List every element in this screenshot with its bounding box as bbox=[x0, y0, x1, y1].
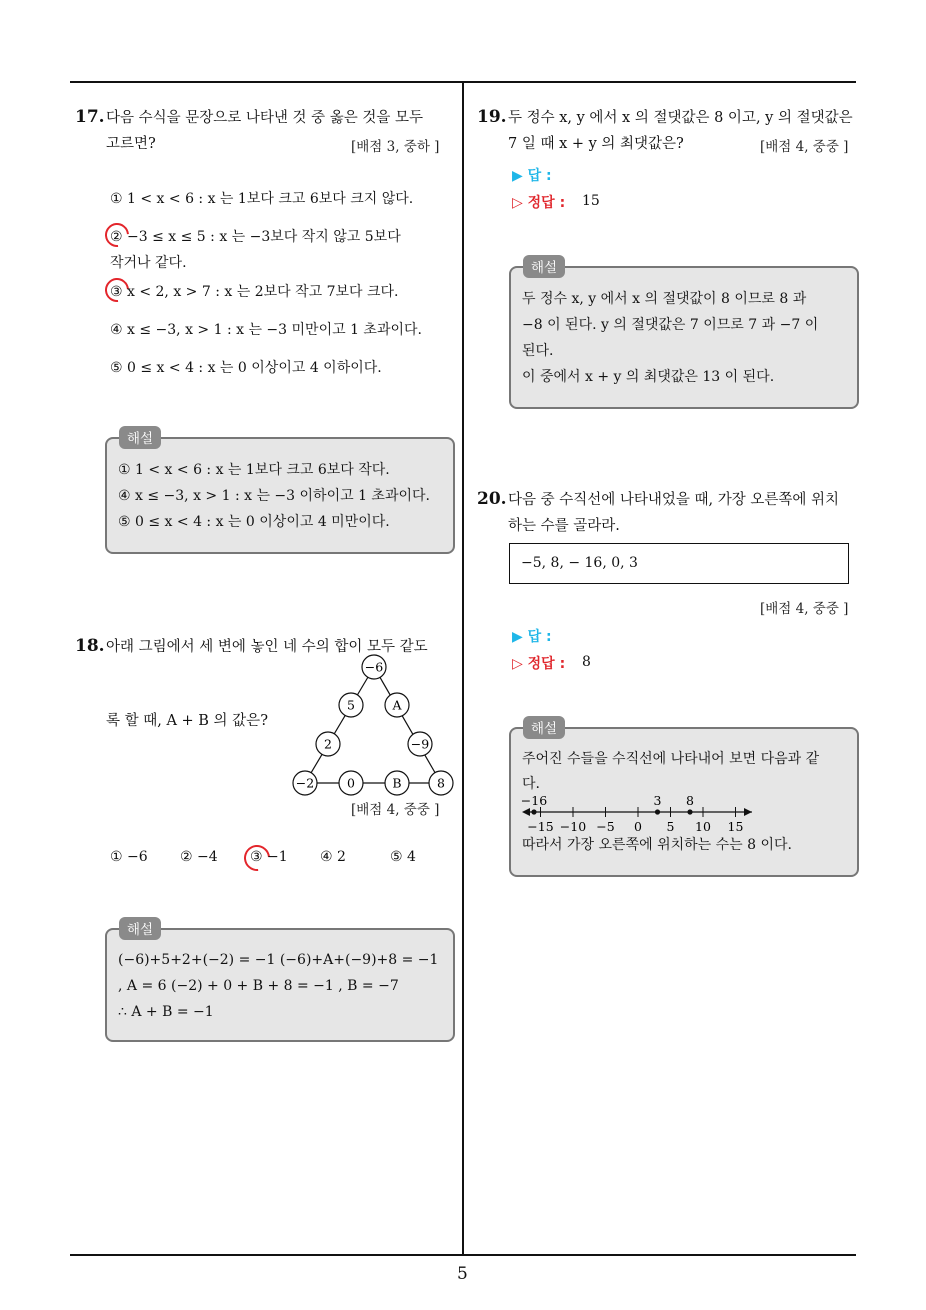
triangle-node-label: B bbox=[392, 775, 402, 791]
number-line-point-label: 8 bbox=[686, 793, 694, 808]
q18-option-2[interactable]: ② −4 bbox=[180, 849, 218, 865]
triangle-nodes bbox=[293, 655, 453, 795]
q20-number-box-values: −5, 8, − 16, 0, 3 bbox=[521, 555, 638, 571]
arrow-right-icon bbox=[744, 808, 752, 816]
q18-option-5[interactable]: ⑤ 4 bbox=[390, 849, 416, 865]
bottom-rule bbox=[70, 1254, 856, 1256]
q20-correct-value: 8 bbox=[582, 654, 591, 670]
triangle-node-label: A bbox=[392, 697, 402, 713]
q18-solution-line1: (−6)+5+2+(−2) = −1 (−6)+A+(−9)+8 = −1 bbox=[118, 952, 439, 968]
q19-solution-line2: −8 이 된다. y 의 절댓값은 7 이므로 7 과 −7 이 bbox=[522, 317, 819, 333]
triangle-node bbox=[339, 693, 363, 717]
number-line-tick-label: 10 bbox=[695, 819, 711, 834]
q20-solution-line1: 주어진 수들을 수직선에 나타내어 보면 다음과 같 bbox=[522, 751, 820, 767]
triangle-node-label: 5 bbox=[347, 697, 355, 713]
q19-solution-line4: 이 중에서 x + y 의 최댓값은 13 이 된다. bbox=[522, 369, 775, 385]
q18-score: [배점 4, 중중 ] bbox=[351, 802, 440, 818]
q18-solution-tag: 해설 bbox=[119, 917, 161, 940]
q17-score: [배점 3, 중하 ] bbox=[351, 139, 440, 155]
q19-correct-value: 15 bbox=[582, 193, 600, 209]
q18-text-line1: 아래 그림에서 세 변에 놓인 네 수의 합이 모두 같도 bbox=[106, 639, 428, 655]
q17-option-1[interactable]: ① 1 < x < 6 : x 는 1보다 크고 6보다 크지 않다. bbox=[110, 191, 414, 207]
triangle-node-label: −2 bbox=[295, 775, 315, 791]
q17-option-5[interactable]: ⑤ 0 ≤ x < 4 : x 는 0 이상이고 4 이하이다. bbox=[110, 360, 382, 376]
q19-solution-line1: 두 정수 x, y 에서 x 의 절댓값이 8 이므로 8 과 bbox=[522, 291, 807, 307]
triangle-node-label: 2 bbox=[324, 736, 332, 752]
number-line-point-label: −16 bbox=[520, 793, 548, 808]
q17-option-2[interactable]: ② −3 ≤ x ≤ 5 : x 는 −3보다 작지 않고 5보다 bbox=[110, 229, 401, 245]
q18-solution-line3: ∴ A + B = −1 bbox=[118, 1004, 214, 1020]
triangle-node bbox=[293, 771, 317, 795]
q19-correct-label: ▷ 정답 : bbox=[512, 195, 566, 211]
q19-score: [배점 4, 중중 ] bbox=[760, 139, 849, 155]
number-line-point bbox=[687, 809, 692, 814]
q20-score: [배점 4, 중중 ] bbox=[760, 601, 849, 617]
q17-option-4[interactable]: ④ x ≤ −3, x > 1 : x 는 −3 미만이고 1 초과이다. bbox=[110, 322, 422, 338]
number-line-point bbox=[531, 809, 536, 814]
q18-option-4[interactable]: ④ 2 bbox=[320, 849, 346, 865]
q20-solution-line2: 다. bbox=[522, 776, 540, 792]
q20-text-line1: 다음 중 수직선에 나타내었을 때, 가장 오른쪽에 위치 bbox=[508, 492, 840, 508]
triangle-node-label: 0 bbox=[347, 775, 355, 791]
q19-text-line2: 7 일 때 x + y 의 최댓값은? bbox=[508, 136, 684, 152]
page-number: 5 bbox=[457, 1264, 468, 1284]
q17-option-2-cont: 작거나 같다. bbox=[110, 255, 187, 271]
number-line-tick-label: 5 bbox=[666, 819, 675, 834]
number-line-tick-label: −10 bbox=[559, 819, 587, 834]
q19-answer-label: ▶ 답 : bbox=[512, 168, 552, 184]
triangle-node bbox=[408, 732, 432, 756]
q20-text-line2: 하는 수를 골라라. bbox=[508, 518, 620, 534]
number-line-tick-label: −5 bbox=[596, 819, 615, 834]
q17-text-line2: 고르면? bbox=[106, 136, 156, 152]
q20-correct-label: ▷ 정답 : bbox=[512, 656, 566, 672]
triangle-figure bbox=[285, 652, 460, 800]
triangle-node bbox=[385, 693, 409, 717]
q18-number: 18. bbox=[75, 636, 105, 656]
q17-solution-line3: ⑤ 0 ≤ x < 4 : x 는 0 이상이고 4 미만이다. bbox=[118, 514, 390, 530]
q17-solution-tag: 해설 bbox=[119, 426, 161, 449]
q18-option-3[interactable]: ③ −1 bbox=[250, 849, 288, 865]
q20-solution-line3: 따라서 가장 오른쪽에 위치하는 수는 8 이다. bbox=[522, 837, 792, 853]
number-line-tick-label: 0 bbox=[634, 819, 642, 834]
q20-answer-label: ▶ 답 : bbox=[512, 629, 552, 645]
q20-number: 20. bbox=[477, 489, 507, 509]
q18-option-1[interactable]: ① −6 bbox=[110, 849, 148, 865]
triangle-node-label: −9 bbox=[410, 736, 430, 752]
triangle-node-label: −6 bbox=[364, 659, 384, 675]
q17-text-line1: 다음 수식을 문장으로 나타낸 것 중 옳은 것을 모두 bbox=[106, 110, 424, 126]
q17-number: 17. bbox=[75, 107, 105, 127]
column-divider bbox=[462, 81, 464, 1256]
triangle-node bbox=[339, 771, 363, 795]
q18-solution-line2: , A = 6 (−2) + 0 + B + 8 = −1 , B = −7 bbox=[118, 978, 399, 994]
q17-option-3[interactable]: ③ x < 2, x > 7 : x 는 2보다 작고 7보다 크다. bbox=[110, 284, 399, 300]
q18-text-line2: 록 할 때, A + B 의 값은? bbox=[106, 713, 268, 729]
triangle-node-label: 8 bbox=[437, 775, 445, 791]
triangle-node bbox=[362, 655, 386, 679]
number-line-point bbox=[655, 809, 660, 814]
q19-text-line1: 두 정수 x, y 에서 x 의 절댓값은 8 이고, y 의 절댓값은 bbox=[508, 110, 853, 126]
q19-number: 19. bbox=[477, 107, 507, 127]
arrow-left-icon bbox=[522, 808, 530, 816]
number-line-point-label: 3 bbox=[653, 793, 662, 808]
number-line-tick-label: 15 bbox=[727, 819, 744, 834]
q17-solution-line1: ① 1 < x < 6 : x 는 1보다 크고 6보다 작다. bbox=[118, 462, 390, 478]
number-line-tick-label: −15 bbox=[527, 819, 554, 834]
q19-solution-tag: 해설 bbox=[523, 255, 565, 278]
triangle-node bbox=[429, 771, 453, 795]
q17-solution-line2: ④ x ≤ −3, x > 1 : x 는 −3 이하이고 1 초과이다. bbox=[118, 488, 430, 504]
triangle-node bbox=[385, 771, 409, 795]
q20-solution-tag: 해설 bbox=[523, 716, 565, 739]
triangle-node bbox=[316, 732, 340, 756]
q19-solution-line3: 된다. bbox=[522, 343, 554, 359]
